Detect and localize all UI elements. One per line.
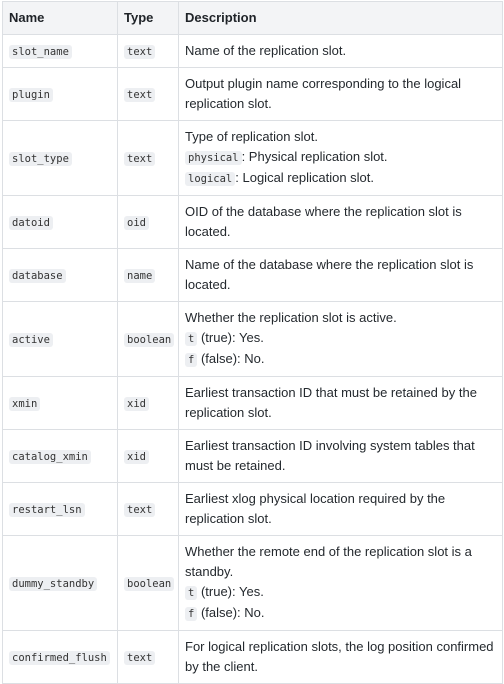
- field-name-cell: [3, 302, 118, 377]
- description-text: (false): No.: [197, 605, 265, 620]
- value-code: t: [185, 332, 197, 346]
- field-name-cell: [3, 430, 118, 483]
- description-text: : Logical replication slot.: [235, 170, 375, 185]
- header-type: Type: [118, 2, 179, 35]
- field-name: slot_type: [9, 152, 72, 166]
- field-name-cell: [3, 121, 118, 196]
- field-type-cell: [118, 249, 179, 302]
- field-type-cell: [118, 121, 179, 196]
- table-row: [3, 35, 503, 68]
- field-name: datoid: [9, 216, 53, 230]
- table-row: [3, 302, 503, 377]
- field-type: text: [124, 88, 155, 102]
- value-code: logical: [185, 172, 235, 186]
- field-type: xid: [124, 450, 149, 464]
- description-line: [185, 637, 496, 677]
- field-type: text: [124, 45, 155, 59]
- field-type-cell: [118, 430, 179, 483]
- field-name: confirmed_flush: [9, 651, 110, 665]
- field-description-cell: [179, 377, 503, 430]
- field-type: name: [124, 269, 155, 283]
- table-row: [3, 196, 503, 249]
- table-row: [3, 430, 503, 483]
- field-description-cell: [179, 68, 503, 121]
- value-code: physical: [185, 151, 242, 165]
- description-text: OID of the database where the replication slot is located.: [185, 204, 462, 239]
- description-line: [185, 436, 496, 476]
- field-description-cell: [179, 483, 503, 536]
- field-name-cell: [3, 249, 118, 302]
- field-type-cell: [118, 35, 179, 68]
- description-line: [185, 582, 496, 603]
- description-text: For logical replication slots, the log position confirmed by the client.: [185, 639, 494, 674]
- table-row: [3, 536, 503, 631]
- field-type-cell: [118, 196, 179, 249]
- description-line: [185, 349, 496, 370]
- description-text: Name of the database where the replication slot is located.: [185, 257, 474, 292]
- field-description-cell: [179, 430, 503, 483]
- field-name: plugin: [9, 88, 53, 102]
- description-line: [185, 41, 496, 61]
- description-line: [185, 383, 496, 423]
- field-type: boolean: [124, 577, 174, 591]
- field-description-cell: [179, 196, 503, 249]
- description-line: [185, 74, 496, 114]
- field-type: text: [124, 651, 155, 665]
- description-text: (false): No.: [197, 351, 265, 366]
- description-text: Name of the replication slot.: [185, 43, 347, 58]
- field-type-cell: [118, 536, 179, 631]
- field-type-cell: [118, 68, 179, 121]
- field-type: oid: [124, 216, 149, 230]
- field-name-cell: [3, 483, 118, 536]
- table-row: [3, 121, 503, 196]
- description-text: Earliest transaction ID that must be retained by the replication slot.: [185, 385, 477, 420]
- field-name: catalog_xmin: [9, 450, 91, 464]
- field-name-cell: [3, 536, 118, 631]
- field-name-cell: [3, 377, 118, 430]
- description-line: [185, 308, 496, 328]
- field-type: xid: [124, 397, 149, 411]
- field-name: dummy_standby: [9, 577, 97, 591]
- field-description-cell: [179, 121, 503, 196]
- field-type: text: [124, 152, 155, 166]
- description-line: [185, 255, 496, 295]
- description-text: Output plugin name corresponding to the logical replication slot.: [185, 76, 462, 111]
- table-row: [3, 631, 503, 684]
- field-name-cell: [3, 196, 118, 249]
- description-line: [185, 127, 496, 147]
- field-description-cell: [179, 631, 503, 684]
- field-name: active: [9, 333, 53, 347]
- field-name-cell: [3, 68, 118, 121]
- description-text: Type of replication slot.: [185, 129, 318, 144]
- field-description-cell: [179, 249, 503, 302]
- header-name: Name: [3, 2, 118, 35]
- field-name: restart_lsn: [9, 503, 85, 517]
- table-header-row: [3, 2, 503, 35]
- field-description-cell: [179, 35, 503, 68]
- description-line: [185, 489, 496, 529]
- field-type-cell: [118, 631, 179, 684]
- description-text: Whether the replication slot is active.: [185, 310, 397, 325]
- field-type-cell: [118, 302, 179, 377]
- description-line: [185, 202, 496, 242]
- table-row: [3, 249, 503, 302]
- table-row: [3, 483, 503, 536]
- description-text: Whether the remote end of the replication slot is a standby.: [185, 544, 472, 579]
- description-line: [185, 603, 496, 624]
- field-type-cell: [118, 483, 179, 536]
- description-text: (true): Yes.: [197, 330, 264, 345]
- table-row: [3, 68, 503, 121]
- value-code: t: [185, 586, 197, 600]
- description-text: (true): Yes.: [197, 584, 264, 599]
- field-type: text: [124, 503, 155, 517]
- field-description-cell: [179, 536, 503, 631]
- value-code: f: [185, 607, 197, 621]
- description-text: : Physical replication slot.: [241, 149, 388, 164]
- table-row: [3, 377, 503, 430]
- field-name-cell: [3, 631, 118, 684]
- replication-slot-table: [2, 1, 503, 684]
- description-text: Earliest xlog physical location required by the replication slot.: [185, 491, 446, 526]
- field-name: slot_name: [9, 45, 72, 59]
- field-name-cell: [3, 35, 118, 68]
- table-body: [3, 35, 503, 684]
- header-description: Description: [179, 2, 503, 35]
- field-name: xmin: [9, 397, 40, 411]
- description-line: [185, 168, 496, 189]
- description-text: Earliest transaction ID involving system tables that must be retained.: [185, 438, 475, 473]
- field-type: boolean: [124, 333, 174, 347]
- description-line: [185, 328, 496, 349]
- field-type-cell: [118, 377, 179, 430]
- description-line: [185, 147, 496, 168]
- field-name: database: [9, 269, 66, 283]
- value-code: f: [185, 353, 197, 367]
- description-line: [185, 542, 496, 582]
- field-description-cell: [179, 302, 503, 377]
